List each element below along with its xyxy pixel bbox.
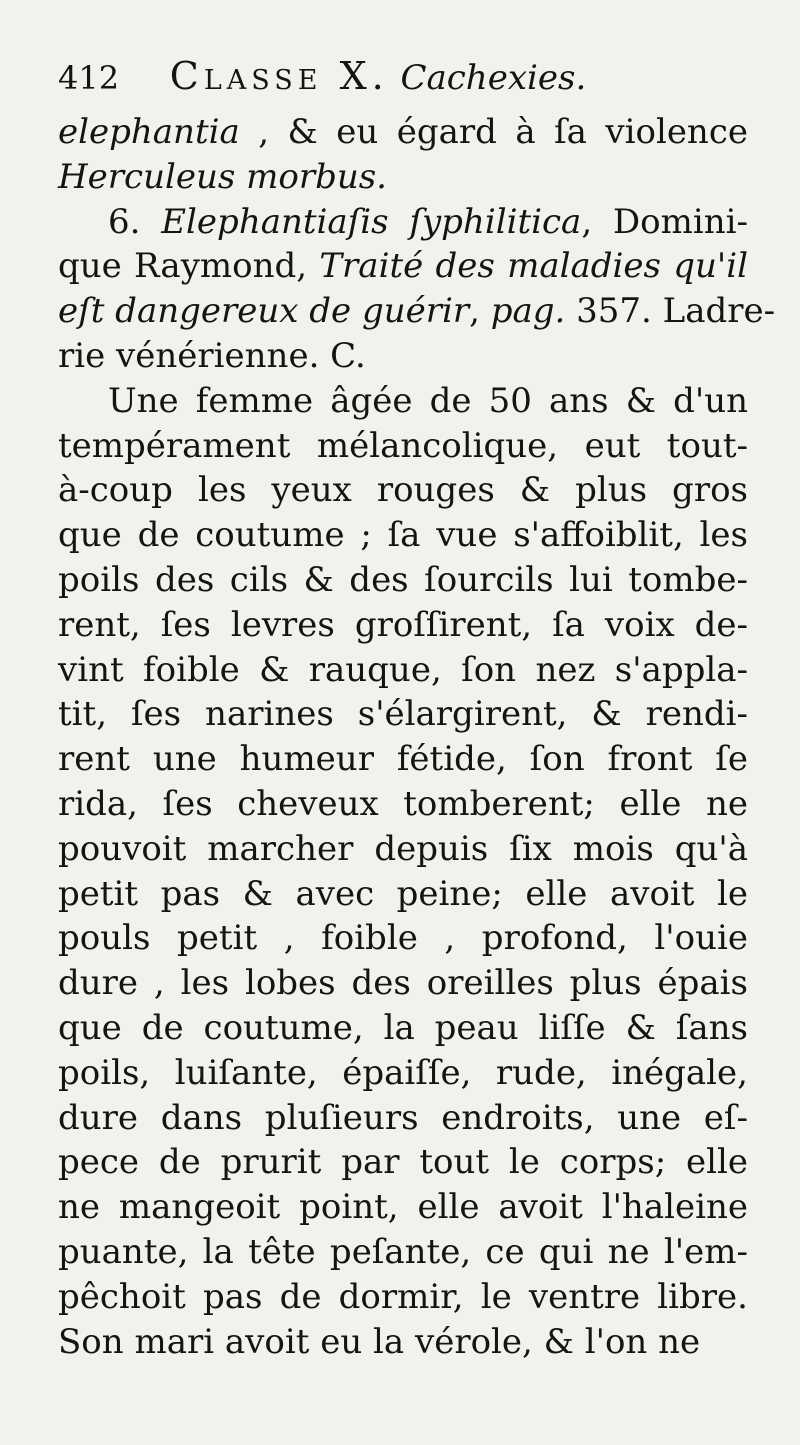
section-title: Cachexies. (400, 58, 587, 98)
text-line (58, 1140, 748, 1185)
text-run: pece de prurit par tout le corps; elle (58, 1142, 748, 1183)
text-run: Une femme âgée de 50 ans & d'un (108, 380, 748, 421)
text-run: pouls petit , foible , profond, l'ouie (58, 918, 748, 959)
text-line (58, 200, 748, 245)
body-text (58, 110, 776, 1364)
text-line (58, 1096, 748, 1141)
text-run: rie vénérienne. C. (58, 335, 366, 376)
italic-text: elephantia (58, 112, 240, 152)
text-run: que Raymond, (58, 246, 320, 287)
text-line (58, 558, 748, 603)
text-line (58, 827, 748, 872)
text-line (58, 1320, 748, 1365)
text-line (58, 513, 748, 558)
text-line (58, 1185, 748, 1230)
text-line (58, 110, 748, 155)
italic-text: Herculeus morbus. (58, 156, 387, 197)
text-run: , & eu égard à ſa violence (239, 112, 748, 152)
text-run: tempérament mélancolique, eut tout- (58, 425, 748, 466)
text-line (58, 603, 748, 648)
text-line (58, 244, 748, 289)
text-run: , Domini- (581, 201, 749, 242)
page-number: 412 (58, 59, 120, 97)
running-header (58, 48, 748, 104)
text-run: dure dans pluſieurs endroits, une eſ- (58, 1097, 748, 1138)
text-run: que de coutume ; ſa vue s'affoiblit, les (58, 515, 748, 556)
text-run: rent, ſes levres groſſirent, ſa voix de- (58, 604, 748, 645)
text-run: rent une humeur fétide, ſon front ſe (58, 739, 748, 780)
text-run: Son mari avoit eu la vérole, & l'on ne (58, 1321, 701, 1362)
text-run: vint foible & rauque, ſon nez s'appla- (58, 649, 748, 690)
text-run: 357. Ladre- (565, 291, 776, 332)
text-line (58, 468, 748, 513)
text-run: que de coutume, la peau liſſe & ſans (58, 1007, 748, 1048)
text-run: dure , les lobes des oreilles plus épais (58, 963, 748, 1004)
text-run: , (469, 291, 491, 332)
text-line (58, 648, 748, 693)
text-line (58, 782, 748, 827)
text-run: petit pas & avec peine; elle avoit le (58, 873, 748, 914)
text-line (58, 916, 748, 961)
text-line (58, 289, 776, 334)
text-run: tit, ſes narines s'élargirent, & rendi- (58, 694, 748, 735)
text-line (58, 1051, 748, 1096)
text-line (58, 1275, 748, 1320)
text-run: poils des cils & des ſourcils lui tombe- (58, 559, 748, 600)
text-run: rida, ſes cheveux tomberent; elle ne (58, 783, 748, 824)
text-line (58, 1230, 748, 1275)
text-run: pouvoit marcher depuis ſix mois qu'à (58, 828, 748, 869)
text-line (58, 1006, 748, 1051)
text-line (58, 379, 748, 424)
class-label: Classe X. (169, 54, 389, 98)
text-line (58, 334, 748, 379)
text-line (58, 872, 748, 917)
text-run: ne mangeoit point, elle avoit l'haleine (58, 1187, 748, 1228)
italic-text: eſt dangereux de guérir (58, 291, 470, 332)
text-run: puante, la tête peſante, ce qui ne l'em- (58, 1231, 748, 1272)
text-run: à-coup les yeux rouges & plus gros (58, 470, 748, 511)
text-run: 6. (108, 201, 162, 242)
text-line (58, 424, 748, 469)
text-line (58, 737, 748, 782)
text-run: pêchoit pas de dormir, le ventre libre. (58, 1276, 748, 1317)
italic-text: Traité des maladies qu'il (319, 246, 748, 287)
italic-text: pag. (490, 291, 566, 332)
text-line (58, 155, 748, 200)
text-line (58, 961, 748, 1006)
text-line (58, 692, 748, 737)
italic-text: Elephantiaſis ſyphilitica (161, 201, 582, 242)
text-run: poils, luiſante, épaiſſe, rude, inégale, (58, 1052, 748, 1093)
